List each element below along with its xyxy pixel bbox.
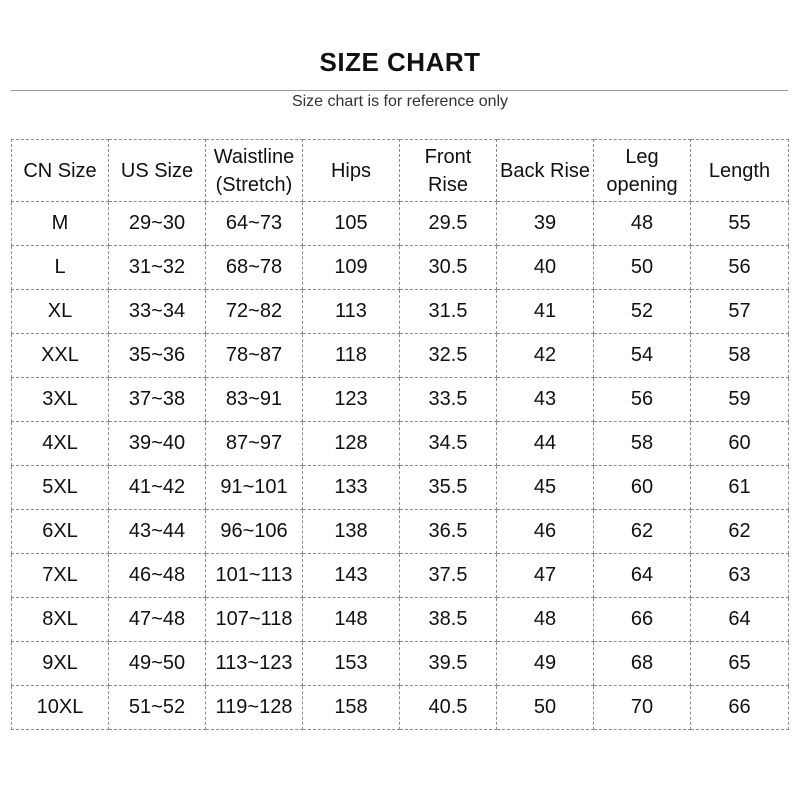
column-header-label: Back Rise xyxy=(499,159,591,182)
leg-opening-cell: 64 xyxy=(594,554,691,598)
front-rise-cell: 30.5 xyxy=(400,246,497,290)
size-chart-table xyxy=(11,139,789,730)
cn-size-cell: M xyxy=(12,202,109,246)
waistline-cell: 113~123 xyxy=(206,642,303,686)
table-row xyxy=(12,510,789,554)
back-rise-cell: 44 xyxy=(497,422,594,466)
cn-size-cell: XL xyxy=(12,290,109,334)
back-rise-cell: 40 xyxy=(497,246,594,290)
table-row xyxy=(12,202,789,246)
table-row xyxy=(12,554,789,598)
column-header-label: Waistline (Stretch) xyxy=(213,145,295,196)
table-row xyxy=(12,598,789,642)
leg-opening-cell: 50 xyxy=(594,246,691,290)
back-rise-cell: 42 xyxy=(497,334,594,378)
hips-cell: 123 xyxy=(303,378,400,422)
leg-opening-cell: 60 xyxy=(594,466,691,510)
table-row xyxy=(12,422,789,466)
cn-size-cell: 3XL xyxy=(12,378,109,422)
cn-size-cell: 5XL xyxy=(12,466,109,510)
size-chart-body xyxy=(12,202,789,730)
cn-size-cell: 7XL xyxy=(12,554,109,598)
front-rise-cell: 29.5 xyxy=(400,202,497,246)
cn-size-cell: 4XL xyxy=(12,422,109,466)
cn-size-cell: L xyxy=(12,246,109,290)
hips-cell: 153 xyxy=(303,642,400,686)
front-rise-cell: 34.5 xyxy=(400,422,497,466)
us-size-cell: 37~38 xyxy=(109,378,206,422)
waistline-cell: 64~73 xyxy=(206,202,303,246)
table-header-row xyxy=(12,140,789,202)
leg-opening-cell: 52 xyxy=(594,290,691,334)
length-cell: 63 xyxy=(691,554,789,598)
column-header xyxy=(497,140,594,202)
column-header xyxy=(206,140,303,202)
front-rise-cell: 35.5 xyxy=(400,466,497,510)
front-rise-cell: 40.5 xyxy=(400,686,497,730)
length-cell: 64 xyxy=(691,598,789,642)
leg-opening-cell: 62 xyxy=(594,510,691,554)
back-rise-cell: 47 xyxy=(497,554,594,598)
back-rise-cell: 48 xyxy=(497,598,594,642)
length-cell: 59 xyxy=(691,378,789,422)
front-rise-cell: 39.5 xyxy=(400,642,497,686)
hips-cell: 148 xyxy=(303,598,400,642)
column-header xyxy=(400,140,497,202)
hips-cell: 143 xyxy=(303,554,400,598)
cn-size-cell: XXL xyxy=(12,334,109,378)
waistline-cell: 107~118 xyxy=(206,598,303,642)
hips-cell: 158 xyxy=(303,686,400,730)
column-header-label: CN Size xyxy=(23,159,97,182)
column-header-label: Leg opening xyxy=(606,145,678,196)
table-row xyxy=(12,686,789,730)
us-size-cell: 46~48 xyxy=(109,554,206,598)
us-size-cell: 43~44 xyxy=(109,510,206,554)
table-row xyxy=(12,378,789,422)
waistline-cell: 91~101 xyxy=(206,466,303,510)
page-title: SIZE CHART xyxy=(319,47,481,77)
hips-cell: 138 xyxy=(303,510,400,554)
hips-cell: 105 xyxy=(303,202,400,246)
us-size-cell: 29~30 xyxy=(109,202,206,246)
cn-size-cell: 9XL xyxy=(12,642,109,686)
front-rise-cell: 31.5 xyxy=(400,290,497,334)
length-cell: 58 xyxy=(691,334,789,378)
length-cell: 65 xyxy=(691,642,789,686)
column-header xyxy=(303,140,400,202)
column-header-label: Hips xyxy=(330,159,371,182)
table-row xyxy=(12,466,789,510)
front-rise-cell: 38.5 xyxy=(400,598,497,642)
cn-size-cell: 8XL xyxy=(12,598,109,642)
back-rise-cell: 45 xyxy=(497,466,594,510)
waistline-cell: 87~97 xyxy=(206,422,303,466)
table-row xyxy=(12,246,789,290)
front-rise-cell: 36.5 xyxy=(400,510,497,554)
length-cell: 66 xyxy=(691,686,789,730)
cn-size-cell: 6XL xyxy=(12,510,109,554)
leg-opening-cell: 54 xyxy=(594,334,691,378)
back-rise-cell: 39 xyxy=(497,202,594,246)
column-header-label: Length xyxy=(708,159,771,182)
length-cell: 61 xyxy=(691,466,789,510)
back-rise-cell: 43 xyxy=(497,378,594,422)
back-rise-cell: 41 xyxy=(497,290,594,334)
waistline-cell: 96~106 xyxy=(206,510,303,554)
table-row xyxy=(12,642,789,686)
length-cell: 56 xyxy=(691,246,789,290)
waistline-cell: 119~128 xyxy=(206,686,303,730)
column-header xyxy=(109,140,206,202)
leg-opening-cell: 66 xyxy=(594,598,691,642)
front-rise-cell: 33.5 xyxy=(400,378,497,422)
waistline-cell: 101~113 xyxy=(206,554,303,598)
hips-cell: 118 xyxy=(303,334,400,378)
column-header xyxy=(12,140,109,202)
front-rise-cell: 37.5 xyxy=(400,554,497,598)
us-size-cell: 51~52 xyxy=(109,686,206,730)
length-cell: 60 xyxy=(691,422,789,466)
table-row xyxy=(12,334,789,378)
leg-opening-cell: 48 xyxy=(594,202,691,246)
title-divider xyxy=(11,90,788,91)
hips-cell: 133 xyxy=(303,466,400,510)
back-rise-cell: 49 xyxy=(497,642,594,686)
us-size-cell: 35~36 xyxy=(109,334,206,378)
hips-cell: 109 xyxy=(303,246,400,290)
column-header xyxy=(691,140,789,202)
cn-size-cell: 10XL xyxy=(12,686,109,730)
hips-cell: 128 xyxy=(303,422,400,466)
waistline-cell: 78~87 xyxy=(206,334,303,378)
column-header-label: US Size xyxy=(120,159,194,182)
waistline-cell: 83~91 xyxy=(206,378,303,422)
us-size-cell: 49~50 xyxy=(109,642,206,686)
back-rise-cell: 46 xyxy=(497,510,594,554)
column-header-label: Front Rise xyxy=(424,145,472,196)
leg-opening-cell: 70 xyxy=(594,686,691,730)
us-size-cell: 47~48 xyxy=(109,598,206,642)
us-size-cell: 41~42 xyxy=(109,466,206,510)
table-row xyxy=(12,290,789,334)
front-rise-cell: 32.5 xyxy=(400,334,497,378)
leg-opening-cell: 68 xyxy=(594,642,691,686)
column-header xyxy=(594,140,691,202)
us-size-cell: 31~32 xyxy=(109,246,206,290)
back-rise-cell: 50 xyxy=(497,686,594,730)
page-subtitle: Size chart is for reference only xyxy=(291,93,509,110)
length-cell: 55 xyxy=(691,202,789,246)
waistline-cell: 68~78 xyxy=(206,246,303,290)
hips-cell: 113 xyxy=(303,290,400,334)
length-cell: 62 xyxy=(691,510,789,554)
us-size-cell: 33~34 xyxy=(109,290,206,334)
length-cell: 57 xyxy=(691,290,789,334)
leg-opening-cell: 58 xyxy=(594,422,691,466)
waistline-cell: 72~82 xyxy=(206,290,303,334)
leg-opening-cell: 56 xyxy=(594,378,691,422)
us-size-cell: 39~40 xyxy=(109,422,206,466)
